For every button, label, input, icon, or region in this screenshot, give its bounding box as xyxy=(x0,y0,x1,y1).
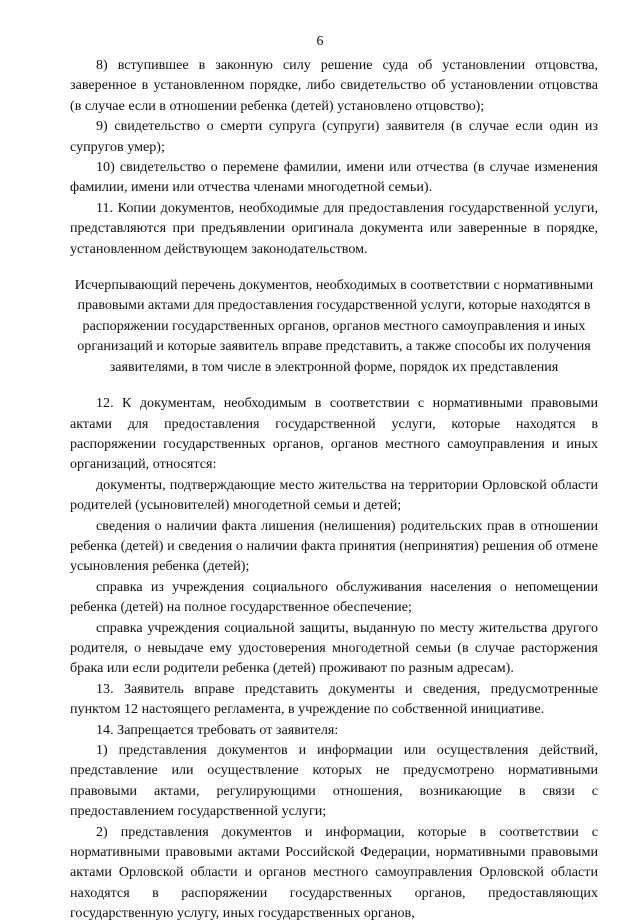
spacer xyxy=(70,259,598,275)
paragraph-sub-item-2: 2) представления документов и информации, которые в соответствии с нормативными правовыми актами Российской Федерации, нормативными правовыми актами Орловской области и органов местного самоуправления Орловской области находятся в распоряжении государственных органов, предоставляющих государственную услугу, иных государственных органов, xyxy=(70,823,598,922)
paragraph-clause-11: 11. Копии документов, необходимые для предоставления государственной услуги, представляются при предъявлении оригинала документа или заверенные в порядке, установленном действующем законодательством. xyxy=(70,199,598,257)
paragraph-list-item: сведения о наличии факта лишения (нелишения) родительских прав в отношении ребенка (детей) и сведения о наличии факта принятия (непринятия) решения об отмене усыновления ребенка (детей); xyxy=(70,517,598,575)
paragraph-item-10: 10) свидетельство о перемене фамилии, имени или отчества (в случае изменения фамилии, имени или отчества членами многодетной семьи). xyxy=(70,159,598,196)
paragraph-list-item: справка из учреждения социального обслуживания населения о непомещении ребенка (детей) на полное государственное обеспечение; xyxy=(70,578,598,616)
paragraph-list-item: справка учреждения социальной защиты, выданную по месту жительства другого родителя, о невыдаче ему удостоверения многодетной семьи (в случае расторжения брака или если родители ребенка (детей) проживают по разным адресам). xyxy=(70,619,598,677)
paragraph-list-item: документы, подтверждающие место жительства на территории Орловской области родителей (усыновителей) многодетной семьи и детей; xyxy=(70,476,598,514)
document-body xyxy=(70,55,598,924)
paragraph-clause-14: 14. Запрещается требовать от заявителя: xyxy=(96,721,339,738)
paragraph-sub-item-1: 1) представления документов и информации или осуществления действий, представление или осуществление которых не предусмотрено нормативными правовыми актами, регулирующими отношения, возникающие в связи с предоставлением государственной услуги; xyxy=(70,742,598,820)
paragraph-clause-13: 13. Заявитель вправе представить документы и сведения, предусмотренные пунктом 12 настоящего регламента, в учреждение по собственной инициативе. xyxy=(70,680,598,718)
paragraph-item-9: 9) свидетельство о смерти супруга (супруги) заявителя (в случае если один из супругов умер); xyxy=(70,118,598,155)
page-number: 6 xyxy=(316,34,324,49)
spacer xyxy=(70,377,598,393)
paragraph-item-8: 8) вступившее в законную силу решение суда об установлении отцовства, заверенное в установленном порядке, либо свидетельство об установлении отцовства (в случае если в отношении ребенка (детей) установлено отцовство); xyxy=(70,57,598,114)
paragraph-clause-12: 12. К документам, необходимым в соответствии с нормативными правовыми актами для предоставления государственной услуги, которые находятся в распоряжении государственных органов, органов местного самоуправления и иных организаций, относятся: xyxy=(70,395,598,473)
section-heading: Исчерпывающий перечень документов, необходимых в соответствии с нормативными правовыми актами для предоставления государственной услуги, которые находятся в распоряжении государственных органов, органов местного самоуправления и иных организаций и которые заявитель вправе представить, а также способы их получения заявителями, в том числе в электронной форме, порядок их представления xyxy=(74,277,594,375)
